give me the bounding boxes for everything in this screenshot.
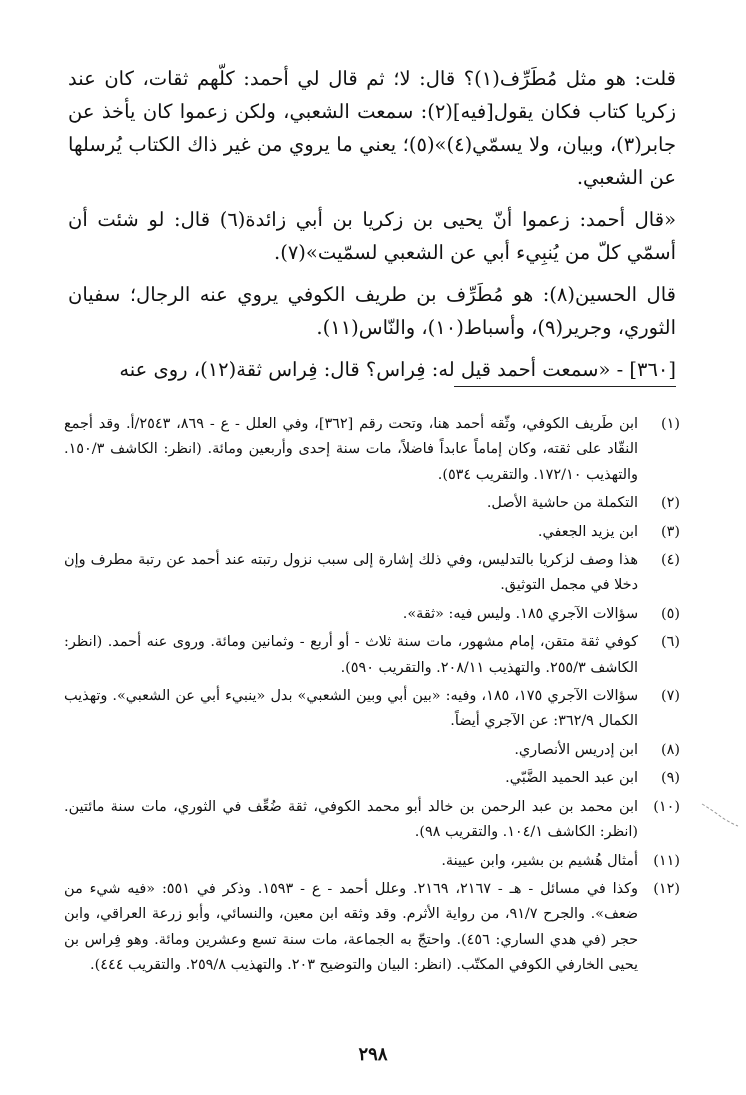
footnote-number: (٩) xyxy=(661,770,680,787)
footnote-number: (٤) xyxy=(661,552,680,569)
footnote-number: (٢) xyxy=(661,495,680,512)
footnote xyxy=(64,738,680,763)
footnote-number: (١) xyxy=(661,416,680,432)
footnote-text: التكملة من حاشية الأصل. xyxy=(486,495,638,512)
footnote xyxy=(64,795,680,846)
footnote xyxy=(64,412,680,488)
footnote xyxy=(64,491,680,516)
footnote-number: (١٠) xyxy=(653,798,680,815)
margin-pencil-mark xyxy=(700,800,740,830)
footnote-text: سؤالات الآجري ١٧٥، ١٨٥، وفيه: «بين أبي وبين الشعبي» بدل «ينبيء أبي عن الشعبي». وتهذيب الكمال ٣٦٢/٩: عن الآجري أيضاً. xyxy=(64,688,638,730)
footnote-number: (٥) xyxy=(661,605,680,622)
footnote-separator xyxy=(454,386,676,387)
footnote-text: وكذا في مسائل - هـ - ٢١٦٧، ٢١٦٩. وعلل أحمد - ع - ١٥٩٣. وذكر في ٥٥١: «فيه شيء من ضعف». والجرح ٩١/٧، من رواية الأثرم. وقد وثقه ابن معين، والنسائي، وأبو زرعة العراقي، وابن حجر (في هدي الساري: ٤٥٦). واحتجّ به الجماعة، مات سنة تسع وعشرين ومائة. وهو فِراس بن يحيى الخارفي الكوفي المكتّب. (انظر: البيان والتوضيح ٢٠٣. والتهذيب ٢٥٩/٨. والتقريب ٤٤٤). xyxy=(64,880,639,974)
footnote-number: (٦) xyxy=(661,634,680,651)
footnote-number: (١٢) xyxy=(653,880,680,897)
footnote-text: ابن يزيد الجعفي. xyxy=(537,523,638,540)
footnote-text: ابن إدريس الأنصاري. xyxy=(514,741,638,758)
page-number: ٢٩٨ xyxy=(358,1044,388,1065)
footnote-text: ابن عبد الحميد الضَّبّي. xyxy=(505,770,638,787)
footnote xyxy=(64,602,680,627)
footnote-number: (٣) xyxy=(661,523,680,540)
footnote xyxy=(64,548,680,599)
footnote-text: هذا وصف لزكريا بالتدليس، وفي ذلك إشارة إلى سبب نزول رتبته عند أحمد عن رتبة مطرف وإن دخلا في مجمل التوثيق. xyxy=(64,552,638,594)
footnote xyxy=(64,877,680,979)
footnote-text: ابن طَريف الكوفي، وثّقه أحمد هنا، وتحت رقم [٣٦٢]، وفي العلل - ع - ٨٦٩، ٢٥٤٣/أ. وقد أجمع النقّاد على ثقته، وكان إماماً عابداً فاضلاً، مات سنة إحدى وأربعين ومائة. (انظر: الكاشف ١٥٠/٣. والتهذيب ١٧٢/١٠. والتقريب ٥٣٤). xyxy=(64,416,639,483)
paragraph-4-entry-360: [٣٦٠] - «سمعت أحمد قيل له: فِراس؟ قال: فِراس ثقة(١٢)، روى عنه xyxy=(119,358,676,381)
paragraph-3: قال الحسين(٨): هو مُطَرِّف بن طريف الكوفي يروي عنه الرجال؛ سفيان الثوري، وجرير(٩)، وأسباط(١٠)، والنّاس(١١). xyxy=(68,283,676,339)
footnote-text: أمثال هُشيم بن بشير، وابن عيينة. xyxy=(441,852,638,869)
paragraph-2: «قال أحمد: زعموا أنّ يحيى بن زكريا بن أبي زائدة(٦) قال: لو شئت أن أسمّي كلّ من يُنبِيء أبي عن الشعبي لسمّيت»(٧). xyxy=(68,208,676,264)
footnote-number: (٧) xyxy=(661,688,680,705)
footnote xyxy=(64,766,680,791)
footnote-number: (١١) xyxy=(653,852,680,869)
footnotes xyxy=(64,412,680,982)
footnote xyxy=(64,630,680,681)
footnote-text: سؤالات الآجري ١٨٥. وليس فيه: «ثقة». xyxy=(402,605,638,622)
footnote xyxy=(64,684,680,735)
footnote-text: كوفي ثقة متقن، إمام مشهور، مات سنة ثلاث - أو أربع - وثمانين ومائة. وروى عنه أحمد. (انظر: الكاشف ٢٥٥/٣. والتهذيب ٢٠٨/١١. والتقريب ٥٩٠). xyxy=(64,634,638,676)
paragraph-1: قلت: هو مثل مُطَرِّف(١)؟ قال: لا؛ ثم قال لي أحمد: كلّهم ثقات، كان عند زكريا كتاب فكان يقول[فيه](٢): سمعت الشعبي، ولكن زعموا كان يأخذ عن جابر(٣)، وبيان، ولا يسمّي(٤)»(٥)؛ يعني ما يروي من غير ذاك الكتاب يُرسلها عن الشعبي. xyxy=(68,67,677,189)
footnote-text: ابن محمد بن عبد الرحمن بن خالد أبو محمد الكوفي، ثقة ضُعِّف في الثوري، مات سنة مائتين. (انظر: الكاشف ١٠٤/١. والتقريب ٩٨). xyxy=(64,798,638,841)
footnote xyxy=(64,849,680,874)
footnote xyxy=(64,520,680,545)
footnote-number: (٨) xyxy=(661,741,680,758)
main-text xyxy=(68,62,676,395)
